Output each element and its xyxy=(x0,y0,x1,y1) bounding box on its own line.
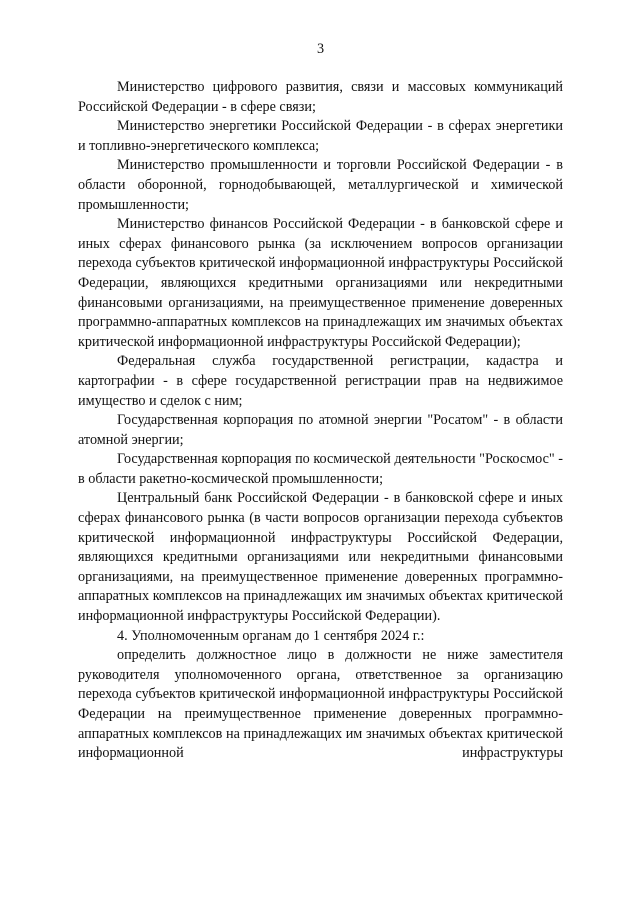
paragraph-ministry-industry: Министерство промышленности и торговли Российской Федерации - в области оборонной, горнодобывающей, металлургической и химической промышленности; xyxy=(78,157,563,213)
paragraph-central-bank: Центральный банк Российской Федерации - в банковской сфере и иных сферах финансового рынка (в части вопросов организации перехода субъектов критической информационной инфраструктуры Российской Федерации, являющихся кредитными организациями или некредитными финансовыми организациями, на преимущественное применение доверенных программно-аппаратных комплексов на принадлежащих им значимых объектах критической информационной инфраструктуры Российской Федерации). xyxy=(78,490,563,625)
paragraph-section-4-heading: 4. Уполномоченным органам до 1 сентября 2024 г.: xyxy=(117,627,425,644)
paragraph-rosreestr: Федеральная служба государственной регистрации, кадастра и картографии - в сфере государственной регистрации прав на недвижимое имущество и сделок с ним; xyxy=(78,353,563,409)
page-number: 3 xyxy=(316,41,325,57)
paragraph-ministry-digital: Министерство цифрового развития, связи и массовых коммуникаций Российской Федерации - в сфере связи; xyxy=(78,79,563,115)
paragraph-ministry-energy: Министерство энергетики Российской Федерации - в сферах энергетики и топливно-энергетического комплекса; xyxy=(78,118,563,154)
paragraph-rosatom: Государственная корпорация по атомной энергии "Росатом" - в области атомной энергии; xyxy=(78,412,563,448)
paragraph-appoint-official: определить должностное лицо в должности не ниже заместителя руководителя уполномоченного органа, ответственное за организацию перехода субъектов критической информационной инфраструктуры Российской Федерации на преимущественное применение доверенных программно-аппаратных комплексов на принадлежащих им значимых объектах критической информационной инфраструктуры xyxy=(78,647,563,762)
paragraph-roscosmos: Государственная корпорация по космической деятельности "Роскосмос" - в области ракетно-космической промышленности; xyxy=(78,451,563,487)
paragraph-ministry-finance: Министерство финансов Российской Федерации - в банковской сфере и иных сферах финансового рынка (за исключением вопросов организации перехода субъектов критической информационной инфраструктуры Российской Федерации, являющихся кредитными организациями или некредитными финансовыми организациями, на преимущественное применение доверенных программно-аппаратных комплексов на принадлежащих им значимых объектах критической информационной инфраструктуры Российской Федерации); xyxy=(78,216,563,350)
